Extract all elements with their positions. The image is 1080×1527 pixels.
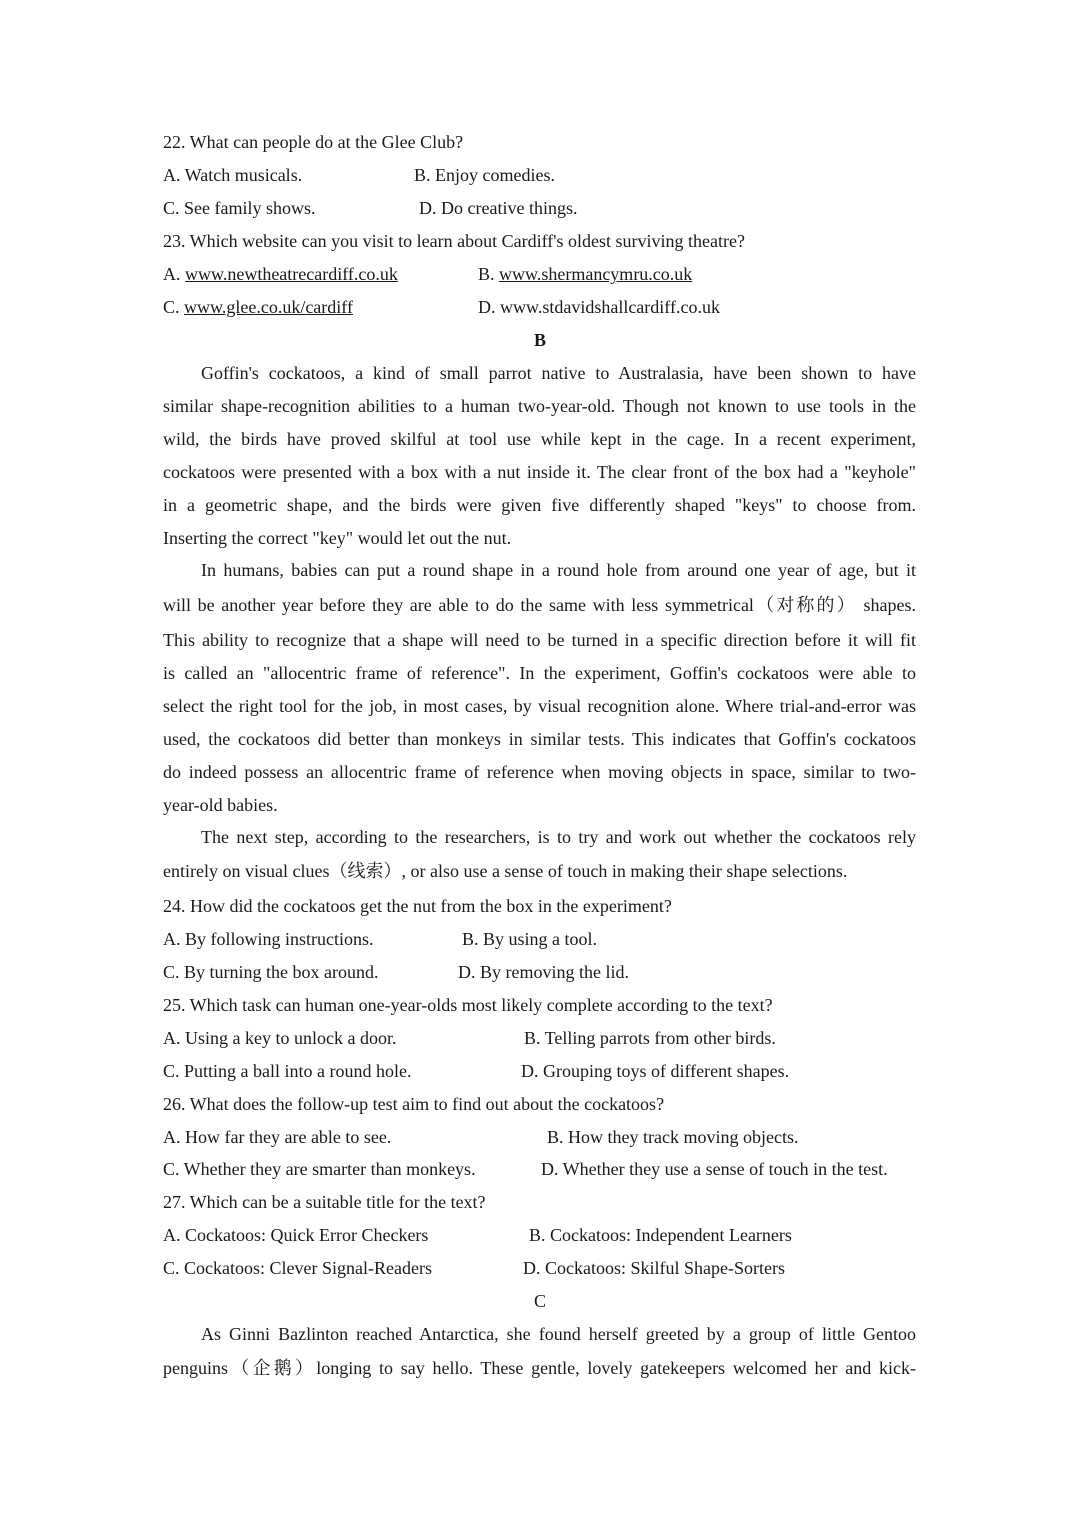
- q23-option-c: [163, 296, 353, 318]
- section-c-heading: C: [533, 1291, 546, 1311]
- q26-question: 26. What does the follow-up test aim to find out about the cockatoos?: [163, 1094, 665, 1114]
- section-b-p1-line: in a geometric shape, and the birds were given five differently shaped "keys" to choose from.: [163, 495, 916, 515]
- q27-question: 27. Which can be a suitable title for the text?: [163, 1192, 486, 1212]
- section-b-p1-line: similar shape-recognition abilities to a human two-year-old. Though not known to use tools in the: [163, 396, 916, 416]
- section-b-p1-line: Inserting the correct "key" would let out the nut.: [163, 528, 512, 548]
- section-b-p2-line: will be another year before they are able to do the same with less symmetrical（对称的） shapes.: [163, 595, 916, 615]
- q24-option-b: B. By using a tool.: [462, 929, 598, 949]
- q23-option-a: [163, 263, 398, 285]
- q26-option-d: D. Whether they use a sense of touch in the test.: [541, 1159, 888, 1179]
- section-b-p3-line: entirely on visual clues（线索）, or also use a sense of touch in making their shape selections.: [163, 861, 848, 881]
- section-b-p2-line: is called an "allocentric frame of reference". In the experiment, Goffin's cockatoos were able to: [163, 663, 916, 683]
- q25-option-c: C. Putting a ball into a round hole.: [163, 1061, 412, 1081]
- section-b-p2-line: select the right tool for the job, in most cases, by visual recognition alone. Where trial-and-error was: [163, 696, 916, 716]
- section-b-p3-line: The next step, according to the researchers, is to try and work out whether the cockatoos rely: [201, 827, 916, 847]
- section-b-p1-line: cockatoos were presented with a box with a nut inside it. The clear front of the box had a "keyhole": [163, 462, 916, 482]
- section-b-p2-line: This ability to recognize that a shape will need to be turned in a specific direction before it will fit: [163, 630, 916, 650]
- section-b-p2-line: used, the cockatoos did better than monkeys in similar tests. This indicates that Goffin's cockatoos: [163, 729, 916, 749]
- section-b-p1-line: wild, the birds have proved skilful at tool use while kept in the cage. In a recent experiment,: [163, 429, 916, 449]
- q24-option-a: A. By following instructions.: [163, 929, 374, 949]
- section-c-p1-line: As Ginni Bazlinton reached Antarctica, she found herself greeted by a group of little Gentoo: [201, 1324, 916, 1344]
- q25-option-d: D. Grouping toys of different shapes.: [521, 1061, 790, 1081]
- q23-option-c-prefix: C.: [163, 297, 180, 317]
- q27-option-d: D. Cockatoos: Skilful Shape-Sorters: [523, 1258, 785, 1278]
- q22-question: 22. What can people do at the Glee Club?: [163, 132, 464, 152]
- q23-option-b-link[interactable]: www.shermancymru.co.uk: [499, 264, 693, 284]
- q26-option-c: C. Whether they are smarter than monkeys.: [163, 1159, 476, 1179]
- section-b-heading: B: [533, 330, 546, 350]
- q22-option-d: D. Do creative things.: [419, 198, 578, 218]
- q26-option-a: A. How far they are able to see.: [163, 1127, 392, 1147]
- q24-option-c: C. By turning the box around.: [163, 962, 379, 982]
- q26-option-b: B. How they track moving objects.: [547, 1127, 799, 1147]
- q25-option-a: A. Using a key to unlock a door.: [163, 1028, 397, 1048]
- section-b-p2-line: In humans, babies can put a round shape in a round hole from around one year of age, but it: [201, 560, 916, 580]
- q23-option-a-link[interactable]: www.newtheatrecardiff.co.uk: [185, 264, 398, 284]
- q22-option-a: A. Watch musicals.: [163, 165, 303, 185]
- section-c-p1-line: penguins（企鹅）longing to say hello. These gentle, lovely gatekeepers welcomed her and kick-: [163, 1358, 916, 1378]
- q23-option-c-link[interactable]: www.glee.co.uk/cardiff: [184, 297, 353, 317]
- section-b-p2-line: do indeed possess an allocentric frame of reference when moving objects in space, similar to two-: [163, 762, 916, 782]
- q27-option-b: B. Cockatoos: Independent Learners: [529, 1225, 792, 1245]
- q23-question: 23. Which website can you visit to learn about Cardiff's oldest surviving theatre?: [163, 231, 745, 251]
- q23-option-b: [478, 263, 692, 285]
- q27-option-c: C. Cockatoos: Clever Signal-Readers: [163, 1258, 432, 1278]
- q23-option-a-prefix: A.: [163, 264, 181, 284]
- q23-option-b-prefix: B.: [478, 264, 495, 284]
- q23-option-d: D. www.stdavidshallcardiff.co.uk: [478, 297, 720, 317]
- section-b-p1-line: Goffin's cockatoos, a kind of small parrot native to Australasia, have been shown to have: [201, 363, 916, 383]
- q22-option-c: C. See family shows.: [163, 198, 316, 218]
- q24-option-d: D. By removing the lid.: [458, 962, 629, 982]
- q25-option-b: B. Telling parrots from other birds.: [524, 1028, 776, 1048]
- q22-option-b: B. Enjoy comedies.: [414, 165, 555, 185]
- section-b-p2-line: year-old babies.: [163, 795, 278, 815]
- q25-question: 25. Which task can human one-year-olds most likely complete according to the text?: [163, 995, 773, 1015]
- q27-option-a: A. Cockatoos: Quick Error Checkers: [163, 1225, 429, 1245]
- q24-question: 24. How did the cockatoos get the nut from the box in the experiment?: [163, 896, 672, 916]
